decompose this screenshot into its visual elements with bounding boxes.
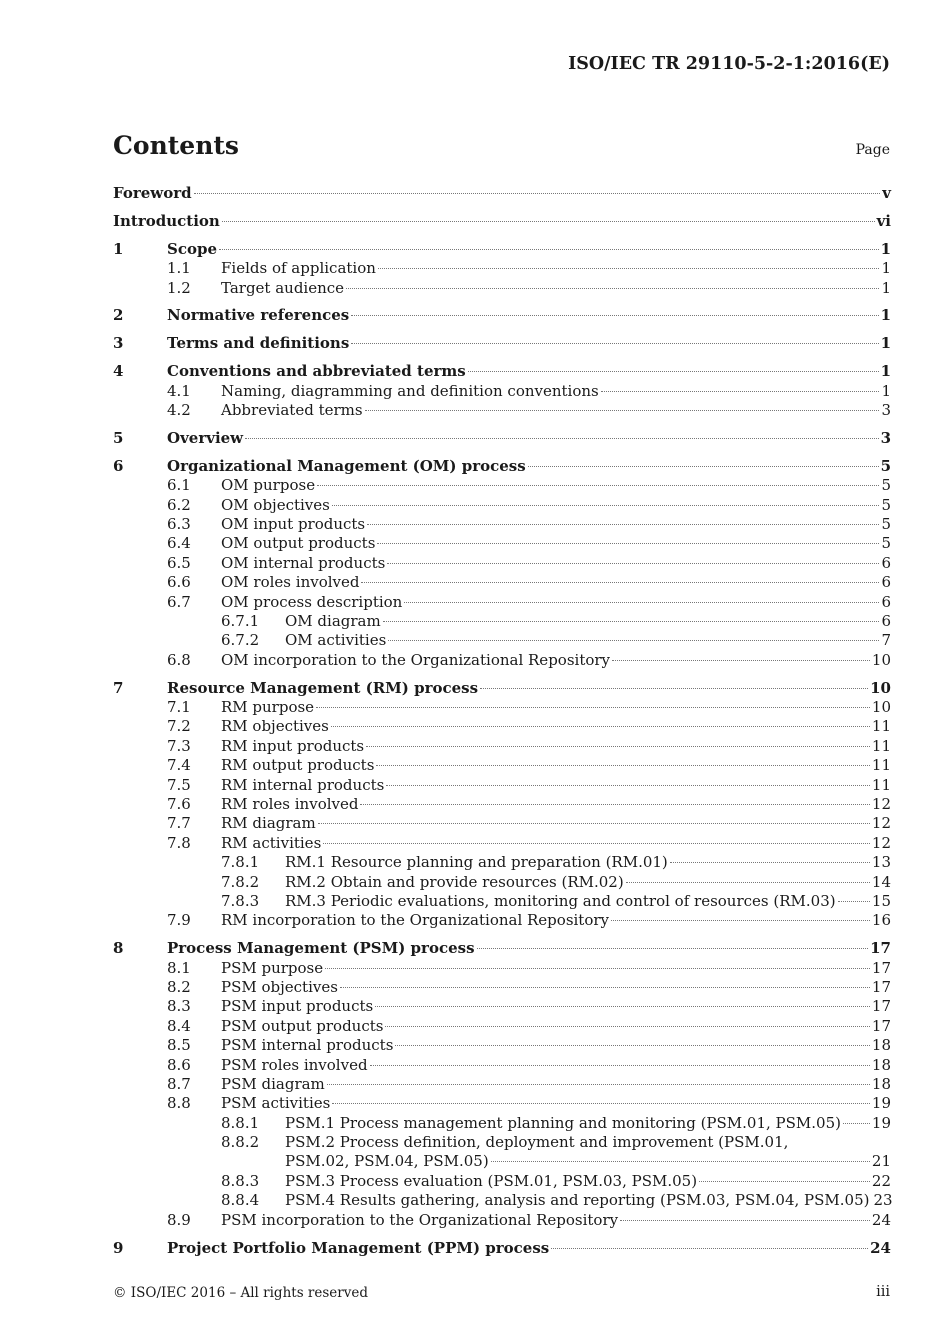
toc-entry-page: 18 (871, 1055, 891, 1074)
toc-entry-title: PSM.1 Process management planning and monitoring (PSM.01, PSM.05) (285, 1113, 841, 1132)
dot-leader (620, 1220, 870, 1221)
toc-entry-page: vi (876, 211, 891, 230)
toc-entry-title: RM objectives (221, 717, 329, 736)
toc-entry-number: 8.1 (167, 958, 191, 977)
toc-entry[interactable] (113, 834, 891, 853)
toc-entry[interactable] (113, 959, 891, 978)
toc-entry-title: Resource Management (RM) process (167, 678, 479, 697)
toc-entry-number: 8.8.4 (221, 1191, 260, 1210)
toc-entry[interactable] (113, 631, 891, 650)
dot-leader (626, 882, 870, 883)
toc-entry[interactable] (113, 212, 891, 231)
dot-leader (383, 621, 880, 622)
toc-entry-number: 7.4 (167, 756, 191, 775)
dot-leader (551, 1248, 868, 1249)
dot-leader (611, 920, 870, 921)
toc-entry-page: 19 (871, 1113, 891, 1132)
dot-leader (360, 804, 869, 805)
toc-entry-page: 24 (870, 1238, 891, 1257)
dot-leader (194, 193, 881, 194)
toc-entry-number: 8 (113, 939, 124, 958)
toc-entry-title: PSM internal products (221, 1036, 394, 1055)
toc-entry[interactable] (113, 1094, 891, 1113)
dot-leader (370, 1065, 870, 1066)
toc-entry[interactable] (113, 651, 891, 670)
toc-entry-page: 1 (880, 334, 891, 353)
toc-entry-title: Foreword (113, 184, 192, 202)
toc-entry-number: 7.9 (167, 911, 191, 930)
toc-entry[interactable] (113, 1191, 891, 1210)
toc-entry-number: 7.3 (167, 736, 191, 755)
toc-entry-page: 24 (871, 1210, 891, 1229)
toc-entry-title: Normative references (167, 306, 350, 325)
toc-entry-page: 10 (870, 678, 891, 697)
toc-entry-number: 8.7 (167, 1074, 191, 1093)
dot-leader (385, 1026, 869, 1027)
toc-entry-page: 19 (871, 1094, 891, 1113)
toc-entry[interactable] (113, 892, 891, 911)
toc-entry-page: 7 (881, 631, 891, 650)
toc-entry-title: PSM.2 Process definition, deployment and improvement (PSM.01, (285, 1133, 789, 1152)
dot-leader (219, 249, 879, 250)
toc-entry-page: 22 (871, 1171, 891, 1190)
toc-entry-number: 8.6 (167, 1055, 191, 1074)
toc-entry-page: 3 (881, 401, 891, 420)
toc-entry-number: 7.8.1 (221, 853, 260, 872)
toc-entry-title: Project Portfolio Management (PPM) process (167, 1238, 550, 1257)
toc-entry[interactable] (113, 306, 891, 325)
toc-entry-title: OM roles involved (221, 573, 360, 592)
toc-entry-page: 18 (871, 1074, 891, 1093)
toc-entry[interactable] (113, 334, 891, 353)
toc-entry-title: PSM.02, PSM.04, PSM.05) (285, 1152, 489, 1171)
dot-leader (404, 602, 879, 603)
dot-leader (491, 1161, 870, 1162)
toc-entry[interactable] (113, 737, 891, 756)
dot-leader (699, 1181, 870, 1182)
toc-entry-title: OM purpose (221, 476, 316, 495)
toc-entry-number: 7.5 (167, 775, 191, 794)
toc-entry-page: 1 (880, 239, 891, 258)
toc-entry-number: 6 (113, 456, 124, 475)
toc-entry-title: Introduction (113, 211, 220, 230)
dot-leader (670, 862, 870, 863)
toc-entry-number: 7.8.3 (221, 891, 260, 910)
toc-entry[interactable] (113, 593, 891, 612)
toc-entry-number: 6.6 (167, 573, 191, 592)
toc-entry-title: RM output products (221, 756, 375, 775)
dot-leader (375, 1006, 870, 1007)
toc-entry-number: 4.1 (167, 381, 191, 400)
toc-entry-title: PSM input products (221, 997, 374, 1016)
toc-entry-page: 11 (871, 756, 891, 775)
toc-entry-title: RM activities (221, 833, 322, 852)
toc-entry-page: 1 (881, 278, 891, 297)
toc-entry-number: 7.1 (167, 697, 191, 716)
toc-entry-title: Process Management (PSM) process (167, 939, 475, 958)
dot-leader (316, 707, 870, 708)
toc-entry-title: OM internal products (221, 553, 386, 572)
toc-entry[interactable] (113, 476, 891, 495)
toc-entry-page: 21 (871, 1152, 891, 1171)
toc-entry-title: Scope (167, 239, 218, 258)
toc-entry-title: RM internal products (221, 775, 385, 794)
dot-leader (366, 746, 870, 747)
toc-entry[interactable] (113, 873, 891, 892)
dot-leader (378, 268, 880, 269)
toc-entry-page: 6 (881, 553, 891, 572)
toc-entry-page: 10 (871, 650, 891, 669)
toc-entry[interactable] (113, 795, 891, 814)
toc-entry-title: RM.2 Obtain and provide resources (RM.02) (285, 872, 624, 891)
toc-entry-title: OM incorporation to the Organizational Repository (221, 650, 611, 669)
toc-entry[interactable] (113, 853, 891, 872)
dot-leader (388, 640, 879, 641)
toc-entry[interactable] (113, 978, 891, 997)
toc-entry-page: 16 (871, 911, 891, 930)
dot-leader (332, 1103, 870, 1104)
toc-entry[interactable] (113, 534, 891, 553)
toc-entry[interactable] (113, 401, 891, 420)
toc-entry-number: 6.4 (167, 534, 191, 553)
toc-entry-title: RM input products (221, 736, 365, 755)
toc-entry[interactable] (113, 573, 891, 592)
toc-entry-title: PSM objectives (221, 977, 338, 996)
toc-entry-title: PSM incorporation to the Organizational Repository (221, 1210, 619, 1229)
toc-entry-title: OM objectives (221, 495, 330, 514)
toc-entry-page: 5 (880, 456, 891, 475)
toc-entry-number: 8.4 (167, 1016, 191, 1035)
toc-entry[interactable] (113, 679, 891, 698)
toc-entry-title: OM diagram (285, 611, 381, 630)
dot-leader (468, 371, 879, 372)
toc-entry-number: 8.8 (167, 1094, 191, 1113)
toc-entry-page: 11 (871, 775, 891, 794)
dot-leader (612, 660, 870, 661)
dot-leader (318, 823, 870, 824)
toc-entry-title: Target audience (221, 278, 345, 297)
toc-entry-title: PSM roles involved (221, 1055, 368, 1074)
copyright-notice: © ISO/IEC 2016 – All rights reserved (113, 1285, 368, 1301)
toc-entry[interactable] (113, 457, 891, 476)
toc-entry-page: 5 (881, 495, 891, 514)
toc-entry-title: Organizational Management (OM) process (167, 456, 526, 475)
toc-entry[interactable] (113, 1133, 891, 1152)
toc-entry[interactable] (113, 1056, 891, 1075)
toc-entry-number: 6.7 (167, 592, 191, 611)
dot-leader (365, 410, 880, 411)
toc-entry-number: 4 (113, 362, 124, 381)
toc-entry-number: 8.3 (167, 997, 191, 1016)
toc-entry-page: 11 (871, 736, 891, 755)
toc-entry[interactable] (113, 1239, 891, 1258)
toc-entry-title: OM output products (221, 534, 376, 553)
toc-entry-title: Conventions and abbreviated terms (167, 362, 466, 381)
dot-leader (377, 543, 879, 544)
toc-entry[interactable] (113, 1075, 891, 1094)
toc-entry-number: 4.2 (167, 401, 191, 420)
toc-entry[interactable] (113, 1036, 891, 1055)
toc-entry-number: 1 (113, 239, 124, 258)
dot-leader (222, 221, 875, 222)
toc-entry-number: 7.8.2 (221, 872, 260, 891)
toc-entry-number: 1.1 (167, 259, 191, 278)
toc-entry-title: Naming, diagramming and definition conventions (221, 381, 599, 400)
table-of-contents (113, 184, 891, 1258)
toc-entry-page: 5 (881, 476, 891, 495)
toc-entry-number: 1.2 (167, 278, 191, 297)
toc-entry-number: 2 (113, 306, 124, 325)
dot-leader (325, 968, 870, 969)
toc-entry-number: 6.8 (167, 650, 191, 669)
toc-entry[interactable] (113, 1114, 891, 1133)
toc-entry-number: 6.3 (167, 514, 191, 533)
toc-entry-page: 6 (881, 611, 891, 630)
dot-leader (367, 524, 879, 525)
toc-entry[interactable] (113, 814, 891, 833)
toc-entry-number: 8.8.3 (221, 1171, 260, 1190)
dot-leader (317, 485, 879, 486)
dot-leader (351, 343, 878, 344)
dot-leader (331, 726, 870, 727)
dot-leader (838, 901, 870, 902)
toc-entry-number: 7 (113, 678, 124, 697)
toc-entry-page: 1 (880, 306, 891, 325)
toc-entry-number: 8.2 (167, 977, 191, 996)
toc-entry-title: PSM.4 Results gathering, analysis and reporting (PSM.03, PSM.04, PSM.05) (285, 1191, 870, 1210)
toc-entry-title: OM activities (285, 631, 387, 650)
toc-entry[interactable] (113, 382, 891, 401)
dot-leader (477, 948, 869, 949)
toc-entry-title: Overview (167, 428, 244, 447)
dot-leader (376, 765, 870, 766)
toc-entry[interactable] (113, 259, 891, 278)
toc-entry-title: RM incorporation to the Organizational Repository (221, 911, 610, 930)
toc-entry-title: RM diagram (221, 814, 316, 833)
toc-entry-number: 8.8.1 (221, 1113, 260, 1132)
toc-entry[interactable] (113, 939, 891, 958)
toc-entry[interactable] (113, 1152, 891, 1171)
toc-entry[interactable] (113, 1211, 891, 1230)
toc-entry-number: 7.2 (167, 717, 191, 736)
toc-entry-page: 3 (880, 428, 891, 447)
toc-entry[interactable] (113, 515, 891, 534)
toc-entry[interactable] (113, 240, 891, 259)
toc-entry-page: 17 (871, 977, 891, 996)
toc-entry[interactable] (113, 496, 891, 515)
toc-entry-page: 17 (871, 997, 891, 1016)
toc-entry-title: PSM activities (221, 1094, 331, 1113)
toc-entry-page: 5 (881, 514, 891, 533)
toc-entry[interactable] (113, 1172, 891, 1191)
toc-entry-title: Abbreviated terms (221, 401, 363, 420)
toc-entry-page: v (882, 184, 891, 202)
toc-entry-number: 5 (113, 428, 124, 447)
toc-entry-title: PSM.3 Process evaluation (PSM.01, PSM.03, PSM.05) (285, 1171, 698, 1190)
dot-leader (480, 688, 868, 689)
toc-entry-title: PSM diagram (221, 1074, 325, 1093)
dot-leader (327, 1084, 870, 1085)
contents-heading: Contents (113, 131, 240, 160)
toc-entry-number: 6.1 (167, 476, 191, 495)
document-id: ISO/IEC TR 29110-5-2-1:2016(E) (568, 54, 890, 74)
toc-entry-number: 3 (113, 334, 124, 353)
toc-entry[interactable] (113, 279, 891, 298)
toc-entry-page: 12 (871, 794, 891, 813)
toc-entry-page: 23 (873, 1191, 893, 1210)
toc-entry-page: 5 (881, 534, 891, 553)
toc-entry-page: 13 (871, 853, 891, 872)
toc-entry-number: 6.7.2 (221, 631, 260, 650)
toc-entry[interactable] (113, 776, 891, 795)
toc-entry-page: 11 (871, 717, 891, 736)
toc-entry-page: 1 (881, 259, 891, 278)
dot-leader (528, 466, 879, 467)
toc-entry-number: 6.2 (167, 495, 191, 514)
toc-entry-page: 14 (871, 872, 891, 891)
toc-entry-page: 17 (870, 939, 891, 958)
toc-entry-number: 6.5 (167, 553, 191, 572)
toc-entry-title: RM purpose (221, 697, 315, 716)
toc-entry-page: 12 (871, 833, 891, 852)
toc-entry-page: 17 (871, 1016, 891, 1035)
toc-entry-number: 8.5 (167, 1036, 191, 1055)
toc-entry-title: OM process description (221, 592, 403, 611)
toc-entry[interactable] (113, 184, 891, 203)
toc-entry-page: 12 (871, 814, 891, 833)
toc-entry[interactable] (113, 362, 891, 381)
toc-entry-number: 6.7.1 (221, 611, 260, 630)
toc-entry-number: 7.8 (167, 833, 191, 852)
toc-entry-page: 6 (881, 573, 891, 592)
toc-entry[interactable] (113, 911, 891, 930)
toc-entry-page: 1 (881, 381, 891, 400)
toc-entry[interactable] (113, 756, 891, 775)
toc-entry-title: Terms and definitions (167, 334, 350, 353)
dot-leader (332, 505, 880, 506)
page-number: iii (876, 1284, 890, 1300)
dot-leader (843, 1123, 870, 1124)
toc-entry-page: 6 (881, 592, 891, 611)
toc-entry[interactable] (113, 717, 891, 736)
toc-entry-title: PSM purpose (221, 958, 324, 977)
toc-entry[interactable] (113, 429, 891, 448)
dot-leader (245, 438, 878, 439)
dot-leader (386, 785, 870, 786)
toc-entry-number: 8.9 (167, 1210, 191, 1229)
toc-entry[interactable] (113, 698, 891, 717)
dot-leader (361, 582, 879, 583)
toc-entry-title: Fields of application (221, 259, 376, 278)
dot-leader (387, 563, 879, 564)
dot-leader (395, 1045, 870, 1046)
toc-entry-number: 8.8.2 (221, 1133, 260, 1152)
dot-leader (323, 843, 870, 844)
toc-entry-title: OM input products (221, 514, 366, 533)
dot-leader (351, 315, 878, 316)
toc-entry-page: 17 (871, 958, 891, 977)
dot-leader (346, 288, 879, 289)
toc-entry-page: 15 (871, 891, 891, 910)
toc-entry-number: 9 (113, 1238, 124, 1257)
toc-entry[interactable] (113, 997, 891, 1016)
toc-entry-title: RM roles involved (221, 794, 359, 813)
toc-entry[interactable] (113, 612, 891, 631)
page-column-label: Page (855, 142, 890, 158)
toc-entry[interactable] (113, 1017, 891, 1036)
dot-leader (601, 391, 880, 392)
toc-entry-page: 1 (880, 362, 891, 381)
dot-leader (340, 987, 870, 988)
toc-entry-page: 10 (871, 697, 891, 716)
toc-entry-number: 7.6 (167, 794, 191, 813)
toc-entry-title: PSM output products (221, 1016, 384, 1035)
toc-entry-number: 7.7 (167, 814, 191, 833)
toc-entry-title: RM.1 Resource planning and preparation (RM.01) (285, 853, 668, 872)
toc-entry[interactable] (113, 554, 891, 573)
toc-entry-title: RM.3 Periodic evaluations, monitoring and control of resources (RM.03) (285, 891, 836, 910)
toc-entry-page: 18 (871, 1036, 891, 1055)
